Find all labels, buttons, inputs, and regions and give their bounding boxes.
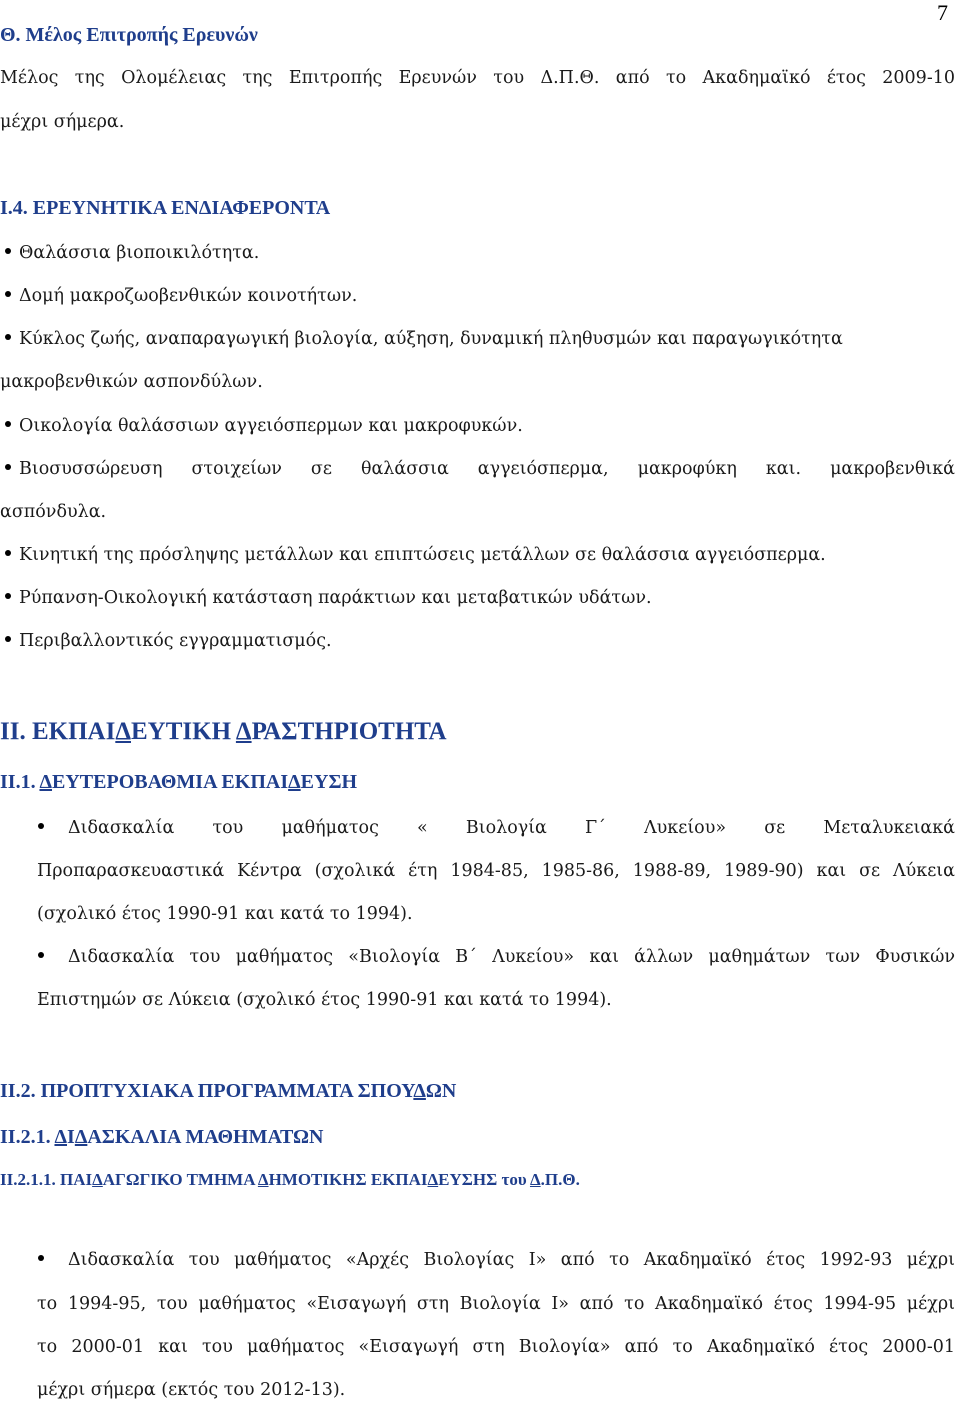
list-item: Ρύπανση-Οικολογική κατάσταση παράκτιων και μεταβατικών υδάτων. xyxy=(0,588,652,608)
bullet-icon xyxy=(38,952,44,958)
bullet-icon xyxy=(5,593,11,599)
list-item-continuation: μέχρι σήμερα (εκτός του 2012-13). xyxy=(37,1380,346,1400)
bullet-icon xyxy=(5,550,11,556)
list-item-continuation: το 2000-01 και του μαθήματος «Εισαγωγή στη Βιολογία» από το Ακαδημαϊκό έτος 2000-01 xyxy=(37,1337,955,1357)
section-theta-heading: Θ. Μέλος Επιτροπής Ερευνών xyxy=(0,24,258,46)
bullet-icon xyxy=(5,248,11,254)
list-item-continuation: ασπόνδυλα. xyxy=(0,502,107,522)
bullet-icon xyxy=(5,334,11,340)
list-item: Θαλάσσια βιοποικιλότητα. xyxy=(0,243,259,263)
list-item: Δομή μακροζωοβενθικών κοινοτήτων. xyxy=(0,286,357,306)
list-item-continuation: (σχολικό έτος 1990-91 και κατά το 1994). xyxy=(37,904,413,924)
page-number: 7 xyxy=(937,0,948,25)
section-i4-heading: Ι.4. ΕΡΕΥΝΗΤΙΚΑ ΕΝΔΙΑΦΕΡΟΝΤΑ xyxy=(0,197,331,219)
section-theta-line-2: μέχρι σήμερα. xyxy=(0,112,125,132)
list-item: Κινητική της πρόσληψης μετάλλων και επιπτώσεις μετάλλων σε θαλάσσια αγγειόσπερμα. xyxy=(0,545,826,565)
list-item: Διδασκαλία του μαθήματος «Βιολογία Β΄ Λυκείου» και άλλων μαθημάτων των Φυσικών xyxy=(0,947,955,967)
list-item: Κύκλος ζωής, αναπαραγωγική βιολογία, αύξηση, δυναμική πληθυσμών και παραγωγικότητα xyxy=(0,329,955,349)
section-ii2-heading: ΙΙ.2. ΠΡΟΠΤΥΧΙΑΚΑ ΠΡΟΓΡΑΜΜΑΤΑ ΣΠΟΥΔΩΝ xyxy=(0,1080,457,1102)
bullet-icon xyxy=(5,421,11,427)
list-item: Οικολογία θαλάσσιων αγγειόσπερμων και μακροφυκών. xyxy=(0,416,523,436)
list-item: Διδασκαλία του μαθήματος « Βιολογία Γ΄ Λυκείου» σε Μεταλυκειακά xyxy=(0,818,955,838)
bullet-icon xyxy=(38,823,44,829)
list-item: Βιοσυσσώρευση στοιχείων σε θαλάσσια αγγειόσπερμα, μακροφύκη και. μακροβενθικά xyxy=(0,459,955,479)
list-item-continuation: Επιστημών σε Λύκεια (σχολικό έτος 1990-91 και κατά το 1994). xyxy=(37,990,612,1010)
section-ii211-heading: ΙΙ.2.1.1. ΠΑΙΔΑΓΩΓΙΚΟ ΤΜΗΜΑ ΔΗΜΟΤΙΚΗΣ ΕΚΠΑΙΔΕΥΣΗΣ του Δ.Π.Θ. xyxy=(0,1170,580,1189)
bullet-icon xyxy=(38,1255,44,1261)
section-theta-line-1: Μέλος της Ολομέλειας της Επιτροπής Ερευνών του Δ.Π.Θ. από το Ακαδημαϊκό έτος 2009-10 xyxy=(0,68,955,88)
list-item: Περιβαλλοντικός εγγραμματισμός. xyxy=(0,631,332,651)
list-item-continuation: Προπαρασκευαστικά Κέντρα (σχολικά έτη 1984-85, 1985-86, 1988-89, 1989-90) και σε Λύκεια xyxy=(37,861,955,881)
section-ii1-heading: ΙΙ.1. ΔΕΥΤΕΡΟΒΑΘΜΙΑ ΕΚΠΑΙΔΕΥΣΗ xyxy=(0,771,358,793)
list-item: Διδασκαλία του μαθήματος «Αρχές Βιολογίας Ι» από το Ακαδημαϊκό έτος 1992-93 μέχρι xyxy=(0,1250,955,1270)
list-item-continuation: το 1994-95, του μαθήματος «Εισαγωγή στη Βιολογία Ι» από το Ακαδημαϊκό έτος 1994-95 μέχρι xyxy=(37,1294,955,1314)
section-ii21-heading: ΙΙ.2.1. ΔΙΔΑΣΚΑΛΙΑ ΜΑΘΗΜΑΤΩΝ xyxy=(0,1126,324,1148)
section-ii-heading: ΙΙ. ΕΚΠΑΙΔΕΥΤΙΚΗ ΔΡΑΣΤΗΡΙΟΤΗΤΑ xyxy=(0,718,447,745)
bullet-icon xyxy=(5,636,11,642)
bullet-icon xyxy=(5,291,11,297)
list-item-continuation: μακροβενθικών ασπονδύλων. xyxy=(0,372,263,392)
bullet-icon xyxy=(5,464,11,470)
